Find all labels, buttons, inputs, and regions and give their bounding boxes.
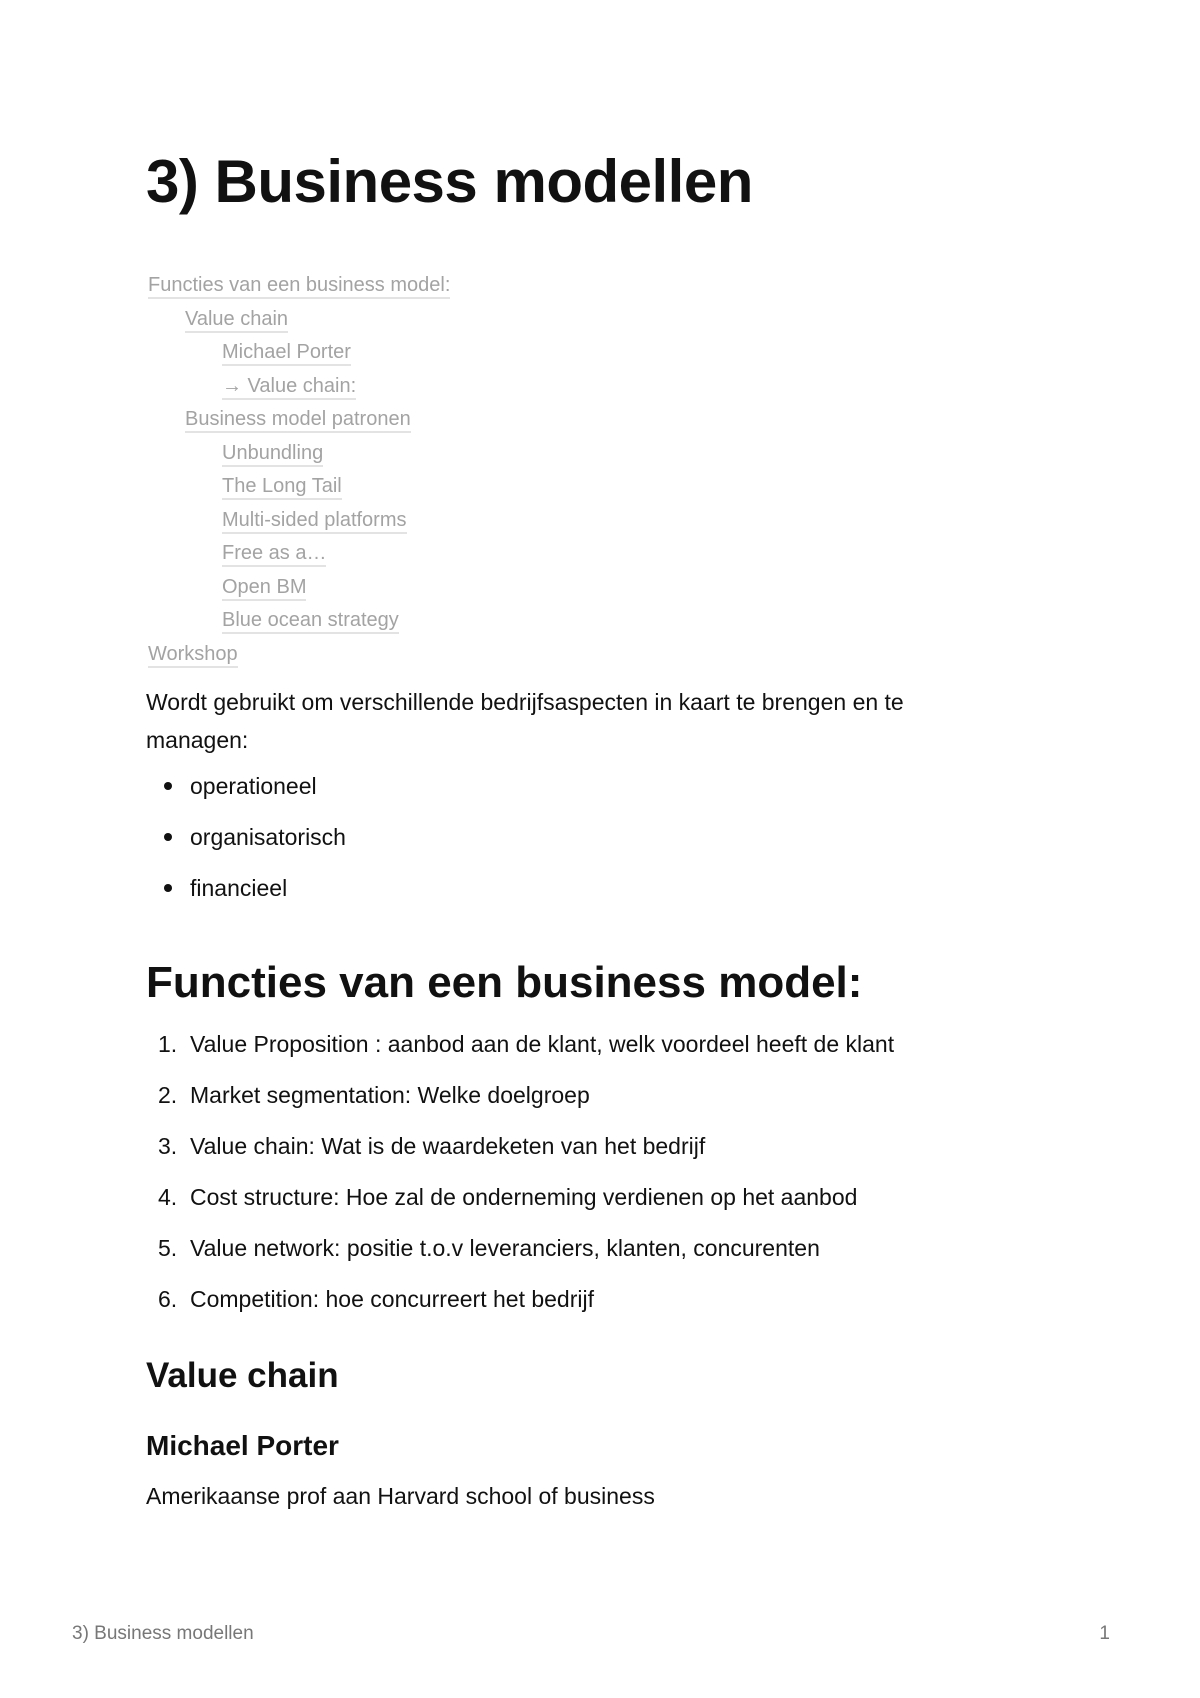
item-text: Value chain: Wat is de waardeketen van het bedrijf xyxy=(190,1133,706,1159)
bullet-text: operationeel xyxy=(190,773,317,799)
toc-link-long-tail[interactable]: The Long Tail xyxy=(222,475,342,500)
item-number: 5. xyxy=(158,1235,178,1261)
numbered-list xyxy=(146,1024,894,1330)
item-text: Value Proposition : aanbod aan de klant, welk voordeel heeft de klant xyxy=(190,1031,895,1057)
numbered-item xyxy=(146,1024,894,1075)
body-paragraph: Amerikaanse prof aan Harvard school of business xyxy=(146,1483,655,1509)
item-number: 2. xyxy=(158,1082,178,1108)
toc-link-multi-sided-platforms[interactable]: Multi-sided platforms xyxy=(222,509,407,534)
toc-item xyxy=(148,504,450,538)
toc-link-open-bm[interactable]: Open BM xyxy=(222,576,306,601)
toc-item xyxy=(148,336,450,370)
toc-item xyxy=(148,403,450,437)
section-heading: Functies van een business model: xyxy=(146,958,863,1007)
toc-item xyxy=(148,370,450,404)
bullet-text: financieel xyxy=(190,875,288,901)
item-text: Cost structure: Hoe zal de onderneming verdienen op het aanbod xyxy=(190,1184,858,1210)
bullet-icon xyxy=(164,884,172,892)
toc-link-business-model-patronen[interactable]: Business model patronen xyxy=(185,408,411,433)
toc-link-michael-porter[interactable]: Michael Porter xyxy=(222,341,351,366)
numbered-item xyxy=(146,1075,894,1126)
numbered-item xyxy=(146,1279,894,1330)
toc-item xyxy=(148,638,450,672)
subheading-michael-porter: Michael Porter xyxy=(146,1430,339,1461)
item-text: Competition: hoe concurreert het bedrijf xyxy=(190,1286,594,1312)
toc-item xyxy=(148,571,450,605)
item-number: 6. xyxy=(158,1286,178,1312)
item-text: Value network: positie t.o.v leveranciers, klanten, concurenten xyxy=(190,1235,820,1261)
table-of-contents xyxy=(148,269,450,671)
page-title: 3) Business modellen xyxy=(146,148,753,215)
toc-item xyxy=(148,437,450,471)
toc-item xyxy=(148,604,450,638)
numbered-item xyxy=(146,1126,894,1177)
item-number: 4. xyxy=(158,1184,178,1210)
toc-link-blue-ocean-strategy[interactable]: Blue ocean strategy xyxy=(222,609,399,634)
bullet-icon xyxy=(164,782,172,790)
toc-item xyxy=(148,537,450,571)
numbered-item xyxy=(146,1177,894,1228)
bullet-item xyxy=(146,868,346,919)
toc-link-workshop[interactable]: Workshop xyxy=(148,643,238,668)
toc-link-unbundling[interactable]: Unbundling xyxy=(222,442,323,467)
toc-link-value-chain[interactable]: Value chain xyxy=(185,308,288,333)
toc-link-functies[interactable]: Functies van een business model: xyxy=(148,274,450,299)
toc-item xyxy=(148,269,450,303)
intro-paragraph: Wordt gebruikt om verschillende bedrijfsaspecten in kaart te brengen en te managen: xyxy=(146,689,904,753)
bullet-text: organisatorisch xyxy=(190,824,346,850)
item-number: 3. xyxy=(158,1133,178,1159)
bullet-list xyxy=(146,766,346,919)
page-number: 1 xyxy=(1099,1623,1110,1644)
numbered-item xyxy=(146,1228,894,1279)
toc-item xyxy=(148,303,450,337)
bullet-item xyxy=(146,766,346,817)
subheading-value-chain: Value chain xyxy=(146,1356,339,1395)
toc-link-free-as-a[interactable]: Free as a… xyxy=(222,542,326,567)
toc-link-value-chain-arrow[interactable]: → Value chain: xyxy=(222,375,356,400)
item-text: Market segmentation: Welke doelgroep xyxy=(190,1082,590,1108)
item-number: 1. xyxy=(158,1031,178,1057)
footer-title: 3) Business modellen xyxy=(72,1623,254,1644)
bullet-item xyxy=(146,817,346,868)
bullet-icon xyxy=(164,833,172,841)
toc-item xyxy=(148,470,450,504)
